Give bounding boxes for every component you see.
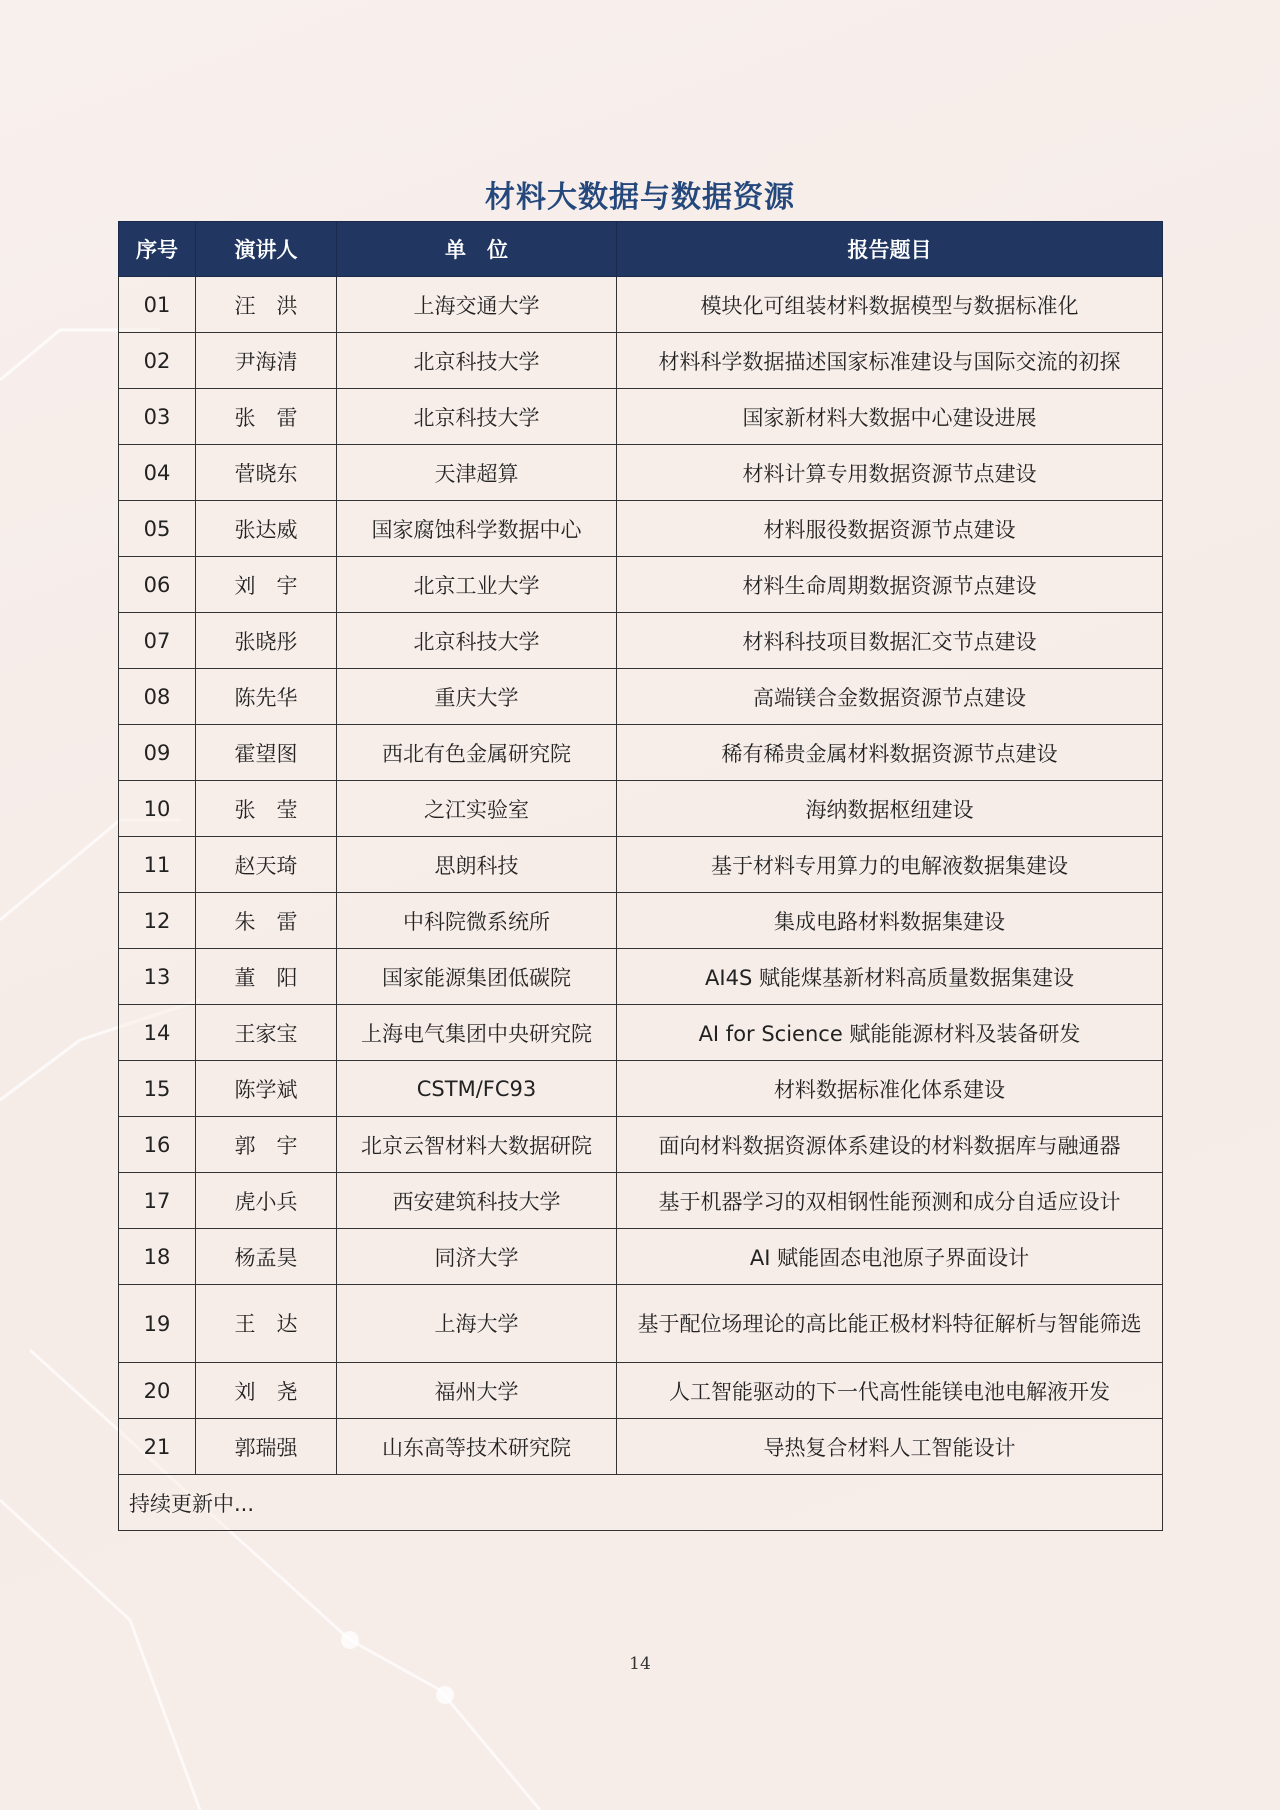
table-row bbox=[119, 893, 1163, 949]
speaker-table bbox=[118, 221, 1163, 1531]
table-row bbox=[119, 669, 1163, 725]
cell-unit: 西北有色金属研究院 bbox=[337, 725, 617, 781]
table-row bbox=[119, 557, 1163, 613]
cell-speaker: 朱 雷 bbox=[196, 893, 337, 949]
cell-unit: 北京科技大学 bbox=[337, 389, 617, 445]
cell-no: 05 bbox=[119, 501, 196, 557]
cell-unit: 北京云智材料大数据研院 bbox=[337, 1117, 617, 1173]
cell-topic: 材料科技项目数据汇交节点建设 bbox=[617, 613, 1163, 669]
cell-unit: 上海交通大学 bbox=[337, 277, 617, 333]
cell-unit: CSTM/FC93 bbox=[337, 1061, 617, 1117]
cell-no: 06 bbox=[119, 557, 196, 613]
cell-topic: 材料生命周期数据资源节点建设 bbox=[617, 557, 1163, 613]
cell-topic: 材料数据标准化体系建设 bbox=[617, 1061, 1163, 1117]
cell-no: 17 bbox=[119, 1173, 196, 1229]
cell-topic: 国家新材料大数据中心建设进展 bbox=[617, 389, 1163, 445]
cell-topic: AI 赋能固态电池原子界面设计 bbox=[617, 1229, 1163, 1285]
cell-no: 04 bbox=[119, 445, 196, 501]
cell-speaker: 刘 尧 bbox=[196, 1363, 337, 1419]
table-row bbox=[119, 725, 1163, 781]
cell-no: 16 bbox=[119, 1117, 196, 1173]
table-row bbox=[119, 837, 1163, 893]
cell-topic: AI4S 赋能煤基新材料高质量数据集建设 bbox=[617, 949, 1163, 1005]
table-row bbox=[119, 949, 1163, 1005]
table-row bbox=[119, 389, 1163, 445]
cell-topic: 导热复合材料人工智能设计 bbox=[617, 1419, 1163, 1475]
cell-unit: 北京工业大学 bbox=[337, 557, 617, 613]
cell-speaker: 刘 宇 bbox=[196, 557, 337, 613]
table-row bbox=[119, 1285, 1163, 1363]
cell-topic: 集成电路材料数据集建设 bbox=[617, 893, 1163, 949]
cell-speaker: 虎小兵 bbox=[196, 1173, 337, 1229]
note-row bbox=[119, 1475, 1163, 1531]
cell-no: 10 bbox=[119, 781, 196, 837]
cell-topic: 基于材料专用算力的电解液数据集建设 bbox=[617, 837, 1163, 893]
cell-unit: 北京科技大学 bbox=[337, 613, 617, 669]
table-row bbox=[119, 1419, 1163, 1475]
cell-speaker: 尹海清 bbox=[196, 333, 337, 389]
update-note: 持续更新中... bbox=[119, 1475, 1163, 1531]
header-unit: 单 位 bbox=[337, 222, 617, 277]
header-speaker: 演讲人 bbox=[196, 222, 337, 277]
cell-speaker: 陈先华 bbox=[196, 669, 337, 725]
table-row bbox=[119, 1117, 1163, 1173]
cell-speaker: 郭瑞强 bbox=[196, 1419, 337, 1475]
table-row bbox=[119, 1061, 1163, 1117]
cell-topic: 人工智能驱动的下一代高性能镁电池电解液开发 bbox=[617, 1363, 1163, 1419]
header-number: 序号 bbox=[119, 222, 196, 277]
header-topic: 报告题目 bbox=[617, 222, 1163, 277]
cell-no: 19 bbox=[119, 1285, 196, 1363]
cell-speaker: 赵天琦 bbox=[196, 837, 337, 893]
cell-unit: 同济大学 bbox=[337, 1229, 617, 1285]
cell-no: 03 bbox=[119, 389, 196, 445]
cell-unit: 中科院微系统所 bbox=[337, 893, 617, 949]
cell-unit: 国家腐蚀科学数据中心 bbox=[337, 501, 617, 557]
cell-unit: 西安建筑科技大学 bbox=[337, 1173, 617, 1229]
cell-unit: 天津超算 bbox=[337, 445, 617, 501]
cell-no: 13 bbox=[119, 949, 196, 1005]
table-row bbox=[119, 1363, 1163, 1419]
table-row bbox=[119, 613, 1163, 669]
cell-no: 01 bbox=[119, 277, 196, 333]
table-row bbox=[119, 333, 1163, 389]
cell-no: 14 bbox=[119, 1005, 196, 1061]
cell-topic: 材料计算专用数据资源节点建设 bbox=[617, 445, 1163, 501]
table-row bbox=[119, 1173, 1163, 1229]
cell-no: 11 bbox=[119, 837, 196, 893]
cell-no: 15 bbox=[119, 1061, 196, 1117]
cell-topic: 稀有稀贵金属材料数据资源节点建设 bbox=[617, 725, 1163, 781]
cell-topic: 海纳数据枢纽建设 bbox=[617, 781, 1163, 837]
cell-speaker: 王 达 bbox=[196, 1285, 337, 1363]
cell-speaker: 郭 宇 bbox=[196, 1117, 337, 1173]
cell-topic: AI for Science 赋能能源材料及装备研发 bbox=[617, 1005, 1163, 1061]
cell-no: 12 bbox=[119, 893, 196, 949]
page-number: 14 bbox=[629, 1654, 651, 1674]
cell-no: 09 bbox=[119, 725, 196, 781]
cell-speaker: 张晓彤 bbox=[196, 613, 337, 669]
cell-topic: 面向材料数据资源体系建设的材料数据库与融通器 bbox=[617, 1117, 1163, 1173]
cell-topic: 基于配位场理论的高比能正极材料特征解析与智能筛选 bbox=[617, 1285, 1163, 1363]
cell-unit: 北京科技大学 bbox=[337, 333, 617, 389]
cell-speaker: 张 雷 bbox=[196, 389, 337, 445]
table-header-row bbox=[119, 222, 1163, 277]
cell-no: 07 bbox=[119, 613, 196, 669]
cell-unit: 国家能源集团低碳院 bbox=[337, 949, 617, 1005]
cell-topic: 基于机器学习的双相钢性能预测和成分自适应设计 bbox=[617, 1173, 1163, 1229]
cell-speaker: 董 阳 bbox=[196, 949, 337, 1005]
table-row bbox=[119, 501, 1163, 557]
cell-unit: 之江实验室 bbox=[337, 781, 617, 837]
cell-no: 21 bbox=[119, 1419, 196, 1475]
cell-unit: 上海大学 bbox=[337, 1285, 617, 1363]
cell-no: 20 bbox=[119, 1363, 196, 1419]
cell-topic: 材料科学数据描述国家标准建设与国际交流的初探 bbox=[617, 333, 1163, 389]
cell-topic: 材料服役数据资源节点建设 bbox=[617, 501, 1163, 557]
cell-speaker: 王家宝 bbox=[196, 1005, 337, 1061]
table-row bbox=[119, 1229, 1163, 1285]
cell-no: 02 bbox=[119, 333, 196, 389]
cell-speaker: 张达威 bbox=[196, 501, 337, 557]
table-row bbox=[119, 781, 1163, 837]
page-title: 材料大数据与数据资源 bbox=[485, 180, 795, 215]
cell-speaker: 张 莹 bbox=[196, 781, 337, 837]
cell-unit: 山东高等技术研究院 bbox=[337, 1419, 617, 1475]
table-row bbox=[119, 1005, 1163, 1061]
cell-speaker: 陈学斌 bbox=[196, 1061, 337, 1117]
table-row bbox=[119, 277, 1163, 333]
cell-no: 18 bbox=[119, 1229, 196, 1285]
cell-speaker: 霍望图 bbox=[196, 725, 337, 781]
cell-no: 08 bbox=[119, 669, 196, 725]
table-row bbox=[119, 445, 1163, 501]
cell-speaker: 菅晓东 bbox=[196, 445, 337, 501]
cell-topic: 高端镁合金数据资源节点建设 bbox=[617, 669, 1163, 725]
cell-topic: 模块化可组装材料数据模型与数据标准化 bbox=[617, 277, 1163, 333]
cell-unit: 上海电气集团中央研究院 bbox=[337, 1005, 617, 1061]
cell-speaker: 汪 洪 bbox=[196, 277, 337, 333]
cell-speaker: 杨孟昊 bbox=[196, 1229, 337, 1285]
cell-unit: 思朗科技 bbox=[337, 837, 617, 893]
cell-unit: 福州大学 bbox=[337, 1363, 617, 1419]
cell-unit: 重庆大学 bbox=[337, 669, 617, 725]
